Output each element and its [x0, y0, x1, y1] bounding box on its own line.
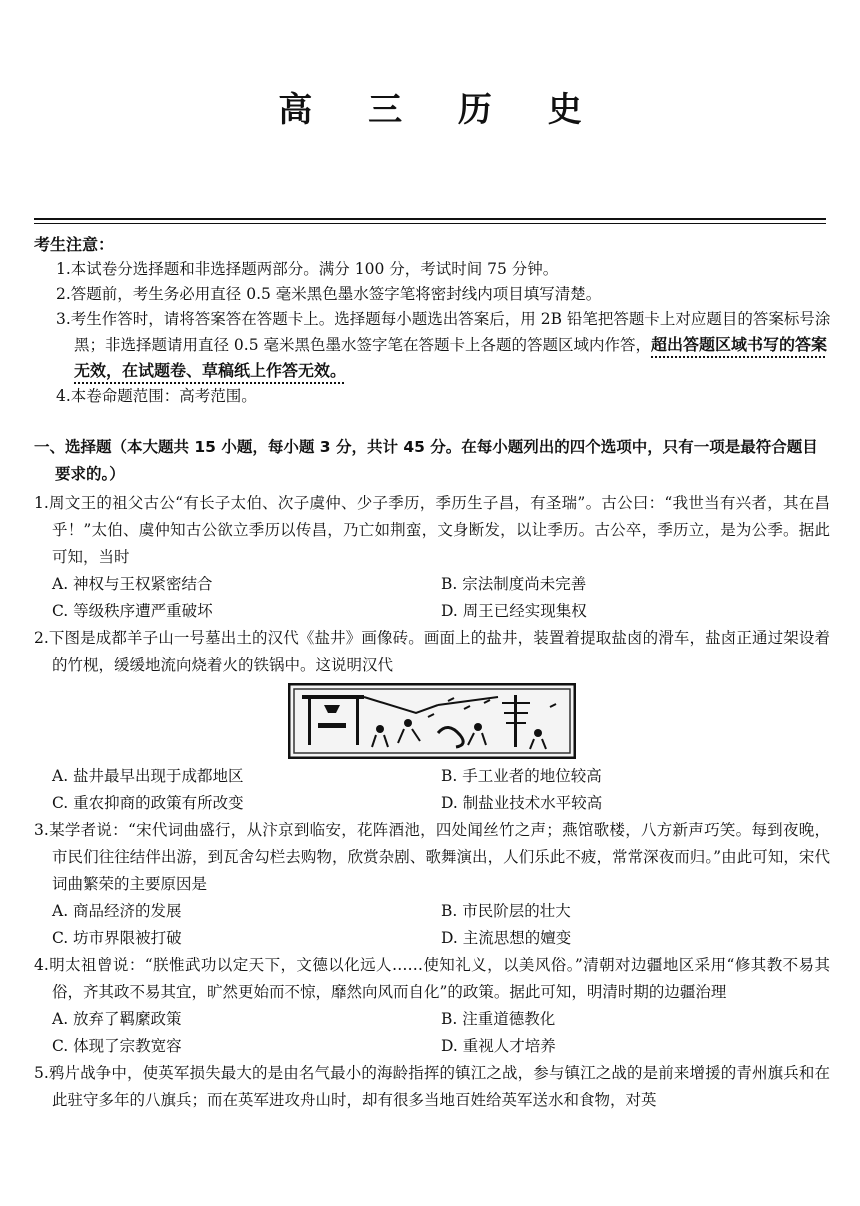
notice-heading: 考生注意：: [34, 235, 115, 254]
option-c[interactable]: C. 坊市界限被打破: [52, 929, 182, 947]
notice-block: [34, 232, 834, 409]
option-c[interactable]: C. 等级秩序遭严重破坏: [52, 602, 213, 620]
question-4-stem: 4.明太祖曾说：“朕惟武功以定天下，文德以化远人……使知礼义，以美风俗。”清朝对边疆地区采用“修其教不易其俗，齐其政不易其宜，旷然更始而不惊，靡然向风而自化”的政策。据此可知，明清时期的边疆治理: [34, 956, 830, 1001]
notice-item-4: 4.本卷命题范围：高考范围。: [56, 387, 257, 405]
question-2-stem: 2.下图是成都羊子山一号墓出土的汉代《盐井》画像砖。画面上的盐井，装置着提取盐卤的滑车，盐卤正通过架设着的竹枧，缓缓地流向烧着火的铁锅中。这说明汉代: [34, 629, 830, 674]
salt-well-brick-image: [34, 683, 830, 759]
question-3-stem: 3.某学者说：“宋代词曲盛行，从汴京到临安，花阵酒池，四处闻丝竹之声；燕馆歌楼，八方新声巧笑。每到夜晚，市民们往往结伴出游，到瓦舍勾栏去购物，欣赏杂剧、歌舞演出，人们乐此不疲，常常深夜而归。”由此可知，宋代词曲繁荣的主要原因是: [34, 821, 830, 893]
header-rule-thin: [34, 223, 826, 224]
question-1-stem: 1.周文王的祖父古公“有长子太伯、次子虞仲、少子季历，季历生子昌，有圣瑞”。古公曰：“我世当有兴者，其在昌乎！”太伯、虞仲知古公欲立季历以传昌，乃亡如荆蛮，文身断发，以让季历。古公卒，季历立，是为公季。据此可知，当时: [34, 494, 830, 566]
question-3-options: [34, 898, 830, 952]
option-d[interactable]: D. 制盐业技术水平较高: [441, 794, 603, 812]
option-b[interactable]: B. 市民阶层的壮大: [441, 902, 571, 920]
option-b[interactable]: B. 宗法制度尚未完善: [441, 575, 587, 593]
question-1-options: [34, 571, 830, 625]
section-heading: 一、选择题（本大题共 15 小题，每小题 3 分，共计 45 分。在每小题列出的四个选项中，只有一项是最符合题目要求的。）: [34, 438, 818, 483]
notice-item-3-text: 3.考生作答时，请将答案答在答题卡上。选择题每小题选出答案后，用 2B 铅笔把答题卡上对应题目的答案标号涂黑；非选择题请用直径 0.5 毫米黑色墨水签字笔在答题卡上各题的答题区域内作答，: [56, 310, 831, 354]
question-4-options: [34, 1006, 830, 1060]
option-a[interactable]: A. 神权与王权紧密结合: [52, 575, 213, 593]
notice-item-2: 2.答题前，考生务必用直径 0.5 毫米黑色墨水签字笔将密封线内项目填写清楚。: [56, 285, 602, 303]
option-d[interactable]: D. 主流思想的嬗变: [441, 929, 572, 947]
choice-section: [34, 434, 830, 1114]
exam-title: 高 三 历 史: [278, 90, 604, 130]
option-a[interactable]: A. 盐井最早出现于成都地区: [52, 767, 244, 785]
option-a[interactable]: A. 放弃了羁縻政策: [52, 1010, 182, 1028]
question-5-stem: 5.鸦片战争中，使英军损失最大的是由名气最小的海龄指挥的镇江之战，参与镇江之战的是前来增援的青州旗兵和在此驻守多年的八旗兵；而在英军进攻舟山时，却有很多当地百姓给英军送水和食物，对英: [34, 1064, 830, 1109]
option-c[interactable]: C. 体现了宗教宽容: [52, 1037, 182, 1055]
notice-item-3: [34, 307, 834, 384]
option-b[interactable]: B. 手工业者的地位较高: [441, 767, 602, 785]
option-d[interactable]: D. 重视人才培养: [441, 1037, 556, 1055]
notice-item-1: 1.本试卷分选择题和非选择题两部分。满分 100 分，考试时间 75 分钟。: [56, 260, 559, 278]
notice-emphasis: 超出答题区域书写的答案无效，在试题卷、草稿纸上作答无效。: [74, 335, 828, 380]
option-c[interactable]: C. 重农抑商的政策有所改变: [52, 794, 244, 812]
question-2-options: [34, 763, 830, 817]
option-a[interactable]: A. 商品经济的发展: [52, 902, 182, 920]
salt-well-brick-illustration: [288, 683, 576, 759]
option-d[interactable]: D. 周王已经实现集权: [441, 602, 587, 620]
header-rule: [34, 218, 826, 220]
option-b[interactable]: B. 注重道德教化: [441, 1010, 556, 1028]
